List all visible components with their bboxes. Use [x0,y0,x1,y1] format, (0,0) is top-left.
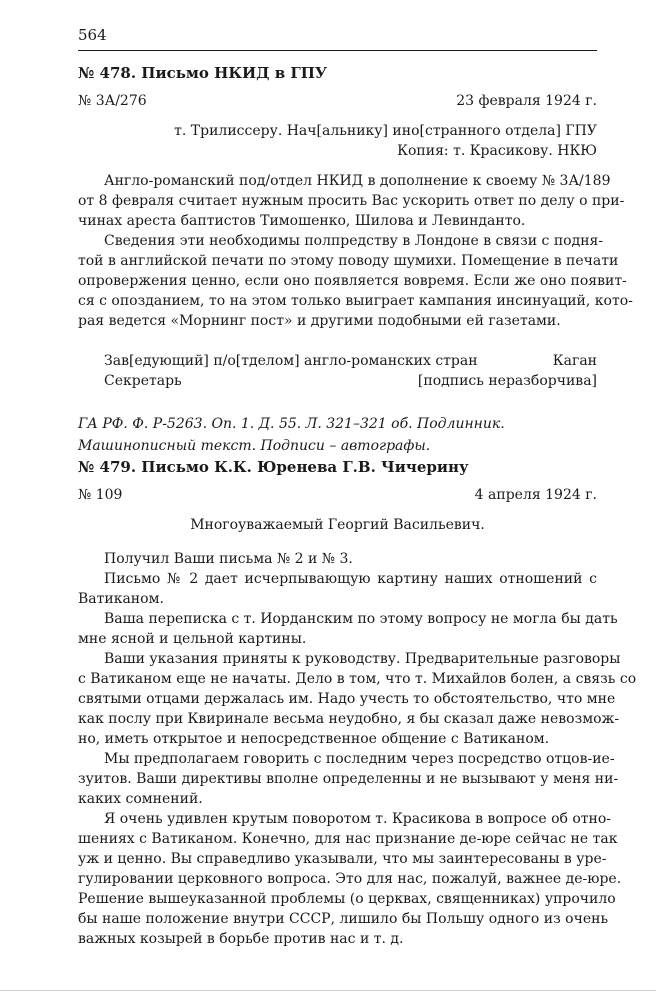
text-line: Я очень удивлен крутым поворотом т. Красикова в вопросе об отно- [104,811,612,827]
paragraph [78,569,597,609]
paragraph [78,549,597,569]
signer-role: Зав[едующий] п/о[тделом] англо-романских стран [104,353,478,369]
text-line: опровержения ценно, если оно появляется вовремя. Если же оно появит- [78,273,627,289]
doc-478-meta [78,91,597,111]
paragraph [78,609,618,649]
doc-479-title: № 479. Письмо К.К. Юренева Г.В. Чичерину [78,458,469,476]
text-line: Ваши указания приняты к руководству. Предварительные разговоры [104,651,621,667]
text-line: Ватиканом. [78,591,164,607]
text-line: уж и ценно. Вы справедливо указывали, что мы заинтересованы в уре- [78,851,607,867]
paragraph [78,649,637,749]
text-line: Сведения эти необходимы полпредству в Лондоне в связи с подня- [104,233,604,249]
source-line: Машинописный текст. Подписи – автографы. [78,438,431,454]
paragraph [78,809,622,949]
addressee-line: Копия: т. Красикову. НКЮ [397,143,597,159]
document-478 [78,62,633,457]
source-line: ГА РФ. Ф. Р-5263. Оп. 1. Д. 55. Л. 321–321 об. Подлинник. [78,416,505,432]
text-line: но, иметь открытое и непосредственное общение с Ватиканом. [78,731,550,747]
paragraph [78,749,619,809]
text-line: рая ведется «Морнинг пост» и другими подобными ей газетами. [78,313,561,329]
text-line: ся с опозданием, то на этом только выиграет кампания инсинуаций, кото- [78,293,633,309]
doc-479-body [78,549,637,949]
text-line: каких сомнений. [78,791,203,807]
header-divider [78,50,597,51]
text-line: той в английской печати по этому поводу шумихи. Помещение в печати [78,253,619,269]
doc-478-number: № 3А/276 [78,93,147,109]
signature-row [78,371,597,391]
text-line: Получил Ваши письма № 2 и № 3. [104,551,353,567]
text-line: зуитов. Ваши директивы вполне определенны и не вызывают у меня ни- [78,771,619,787]
addressee-line: т. Трилиссеру. Нач[альнику] ино[странного отдела] ГПУ [174,123,597,139]
text-line: Решение вышеуказанной проблемы (о церквах, священниках) упрочило [78,891,616,907]
text-line: от 8 февраля считает нужным просить Вас ускорить ответ по делу о при- [78,193,625,209]
doc-478-addressee [78,121,597,161]
paragraph [78,171,625,231]
signer-name: Каган [552,353,597,369]
paragraph [78,231,633,331]
text-line: мне ясной и цельной картины. [78,631,307,647]
signer-name: [подпись неразборчива] [417,373,597,389]
text-line: важных козырей в борьбе против нас и т. д. [78,931,404,947]
doc-478-signatures [78,351,597,391]
page-number: 564 [78,26,107,44]
text-line: Англо-романский под/отдел НКИД в дополнение к своему № 3А/189 [104,173,611,189]
text-line: как послу при Квиринале весьма неудобно, я бы сказал даже невозмож- [78,711,620,727]
doc-478-body [78,171,633,331]
doc-479-number: № 109 [78,487,123,503]
text-line: чинах ареста баптистов Тимошенко, Шилова и Левинданто. [78,213,526,229]
document-479 [78,456,637,949]
doc-479-date: 4 апреля 1924 г. [474,487,597,503]
text-line: святыми отцами держалась им. Надо учесть то обстоятельство, что мне [78,691,616,707]
doc-479-meta [78,485,597,505]
text-line: бы наше положение внутри СССР, лишило бы Польшу одного из очень [78,911,609,927]
signer-role: Секретарь [104,373,182,389]
text-line: гулировании церковного вопроса. Это для нас, пожалуй, важнее де-юре. [78,871,622,887]
bottom-edge-rule [0,990,656,991]
doc-479-salutation: Многоуважаемый Георгий Васильевич. [190,517,485,533]
signature-row [78,351,597,371]
text-line: шениях с Ватиканом. Конечно, для нас признание де-юре сейчас не так [78,831,618,847]
text-line: Письмо № 2 дает исчерпывающую картину наших отношений с [104,571,597,587]
doc-478-date: 23 февраля 1924 г. [456,93,597,109]
text-line: Ваша переписка с т. Иорданским по этому вопросу не могла бы дать [104,611,618,627]
doc-478-source [78,413,597,457]
text-line: с Ватиканом еще не начаты. Дело в том, что т. Михайлов болен, а связь со [78,671,637,687]
doc-478-title: № 478. Письмо НКИД в ГПУ [78,64,328,82]
text-line: Мы предполагаем говорить с последним через посредство отцов-ие- [104,751,615,767]
